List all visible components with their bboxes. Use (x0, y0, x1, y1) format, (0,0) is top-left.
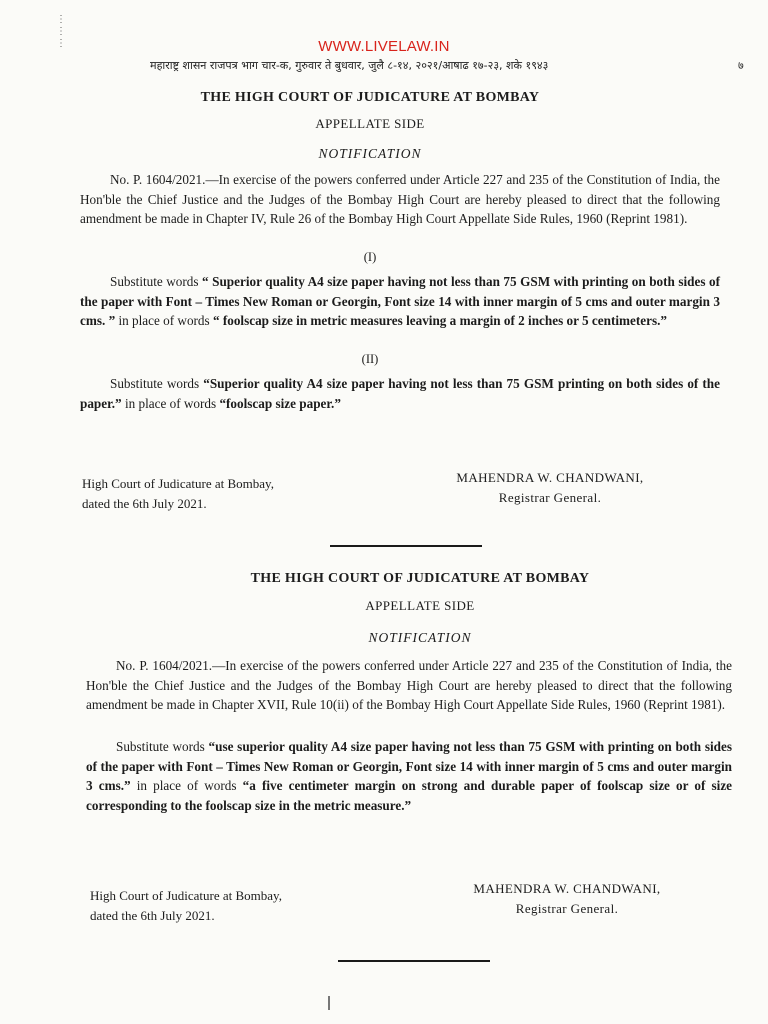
amendment-mid: in place of words (136, 778, 237, 793)
replaced-words: “ foolscap size in metric measures leaving a margin of 2 inches or 5 centimeters.” (212, 313, 667, 328)
amendment-prefix: Substitute words (116, 739, 205, 754)
amendment-mid: in place of words (118, 313, 210, 328)
scan-marks: ⋮ ⋮ ⋮ (56, 14, 66, 49)
signature-block (462, 879, 672, 919)
signature-place-date (82, 474, 274, 514)
court-title: THE HIGH COURT OF JUDICATURE AT BOMBAY (250, 571, 590, 586)
section-label-ii: (II) (361, 352, 379, 366)
livelaw-watermark: WWW.LIVELAW.IN (318, 38, 450, 55)
signatory-name: MAHENDRA W. CHANDWANI, (473, 881, 661, 896)
amendment-prefix: Substitute words (110, 274, 199, 289)
amendment-ii (80, 374, 720, 413)
gazette-header-line: महाराष्ट्र शासन राजपत्र भाग चार-क, गुरुवार ते बुधवार, जुलै ८-१४, २०२१/आषाढ १७-२३, शके १९४३ (150, 59, 549, 72)
substituted-words: “Superior quality A4 size paper having not less than 75 GSM printing on both sides of the paper.” (80, 376, 720, 411)
appellate-side-label: APPELLATE SIDE (315, 116, 425, 131)
substituted-words: “ Superior quality A4 size paper having not less than 75 GSM with printing on both sides of the paper with Font – Times New Roman or Georgin, Font size 14 with inner margin of 5 cms and outer margin 3 cms. ” (80, 274, 721, 328)
scan-mark (328, 996, 330, 1010)
amendment-i (80, 272, 720, 331)
amendment (86, 737, 732, 815)
substituted-words: “use superior quality A4 size paper having not less than 75 GSM with printing on both sides of the paper with Font – Times New Roman or Georgin, Font size 14 with inner margin of 5 cms and outer margin 3 cms.” (86, 739, 732, 793)
issuing-place: High Court of Judicature at Bombay, (82, 476, 274, 491)
signatory-designation: Registrar General. (498, 490, 602, 505)
signature-block (450, 468, 650, 508)
notification-heading: NOTIFICATION (318, 146, 422, 161)
section-divider (338, 960, 490, 962)
notification-heading: NOTIFICATION (368, 630, 472, 645)
issue-date: dated the 6th July 2021. (90, 908, 215, 923)
notification-intro: No. P. 1604/2021.—In exercise of the powers conferred under Article 227 and 235 of the Constitution of India, the Hon'ble the Chief Justice and the Judges of the Bombay High Court are hereby pleased to direct that the following amendment be made in Chapter IV, Rule 26 of the Bombay High Court Appellate Side Rules, 1960 (Reprint 1981). (80, 172, 720, 226)
signatory-name: MAHENDRA W. CHANDWANI, (456, 470, 644, 485)
amendment-prefix: Substitute words (110, 376, 200, 391)
issue-date: dated the 6th July 2021. (82, 496, 207, 511)
notification-intro: No. P. 1604/2021.—In exercise of the powers conferred under Article 227 and 235 of the Constitution of India, the Hon'ble the Chief Justice and the Judges of the Bombay High Court are hereby pleased to direct that the following amendment be made in Chapter XVII, Rule 10(ii) of the Bombay High Court Appellate Side Rules, 1960 (Reprint 1981). (86, 658, 732, 712)
page-number: ७ (738, 59, 744, 72)
issuing-place: High Court of Judicature at Bombay, (90, 888, 282, 903)
replaced-words: “a five centimeter margin on strong and durable paper of foolscap size or of size corresponding to the foolscap size in the metric measure.” (86, 778, 733, 813)
appellate-side-label: APPELLATE SIDE (365, 598, 475, 613)
signature-place-date (90, 886, 282, 926)
section-divider (330, 545, 482, 547)
amendment-mid: in place of words (124, 395, 217, 411)
signatory-designation: Registrar General. (515, 901, 619, 916)
court-title: THE HIGH COURT OF JUDICATURE AT BOMBAY (200, 90, 540, 105)
section-label-i: (I) (363, 250, 377, 264)
replaced-words: “foolscap size paper.” (219, 395, 341, 411)
